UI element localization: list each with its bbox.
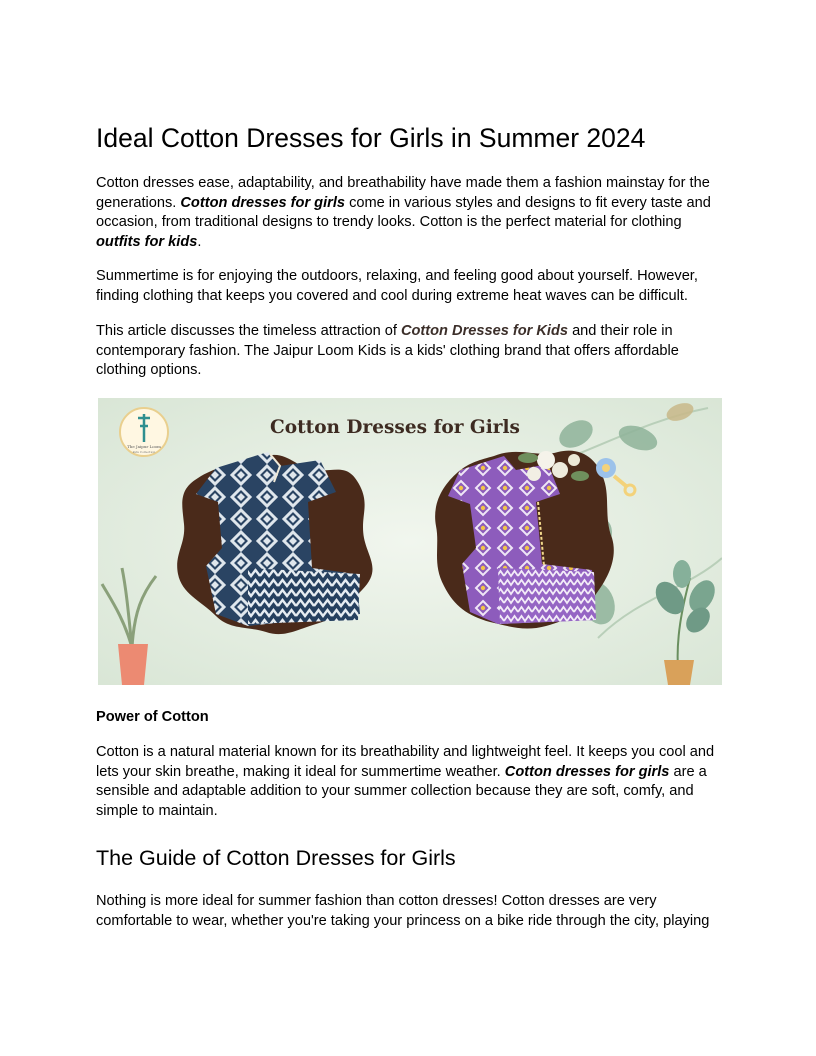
section-heading-guide: The Guide of Cotton Dresses for Girls: [96, 846, 456, 870]
guide-paragraph: Nothing is more ideal for summer fashion than cotton dresses! Cotton dresses are very comfortable to wear, whether you're taking your princess on a bike ride through the city, playing: [96, 893, 710, 929]
intro-paragraph-3: [96, 322, 726, 381]
logo-text: The Jaipur Loom: [127, 444, 161, 449]
intro-text: Cotton dresses ease, adaptability, and breathability have made them a fashion mainstay for the generations.: [96, 175, 710, 211]
keyword-link[interactable]: Cotton dresses for girls: [180, 194, 346, 211]
banner-image: [98, 398, 722, 685]
intro-text: .: [197, 233, 202, 250]
keyword-link[interactable]: Cotton Dresses for Kids: [400, 323, 569, 339]
intro-text: and their role in contemporary fashion. The Jaipur Loom Kids is a kids' clothing brand that offers affordable clothing options.: [96, 323, 679, 379]
intro-text: come in various styles and designs to fit every taste and occasion, from traditional designs to trendy looks. Cotton is the perfect material for clothing: [96, 194, 711, 231]
keyword-link[interactable]: outfits for kids: [96, 233, 198, 250]
page-title: Ideal Cotton Dresses for Girls in Summer 2024: [96, 123, 646, 153]
navy-dress-photo: [177, 452, 372, 634]
logo-subtext: kids Collection: [132, 450, 156, 454]
section-text: are a sensible and adaptable addition to your summer collection because they are soft, comfy, and simple to maintain.: [96, 763, 707, 819]
section-heading-power-of-cotton: Power of Cotton: [96, 709, 209, 725]
section-text: Cotton is a natural material known for its breathability and lightweight feel. It keeps you cool and lets your skin breathe, making it ideal for summertime weather.: [96, 744, 715, 780]
purple-dress-photo: [435, 451, 614, 629]
intro-paragraph-1: [96, 174, 726, 252]
keyword-link[interactable]: Cotton dresses for girls: [504, 763, 670, 780]
banner-heading: Cotton Dresses for Girls: [270, 417, 520, 438]
power-of-cotton-paragraph: [96, 743, 726, 821]
brand-logo: [120, 408, 168, 456]
intro-text: This article discusses the timeless attraction of: [96, 323, 401, 339]
intro-paragraph-2: Summertime is for enjoying the outdoors, relaxing, and feeling good about yourself. However, finding clothing that keeps you covered and cool during extreme heat waves can be difficult.: [96, 268, 698, 304]
